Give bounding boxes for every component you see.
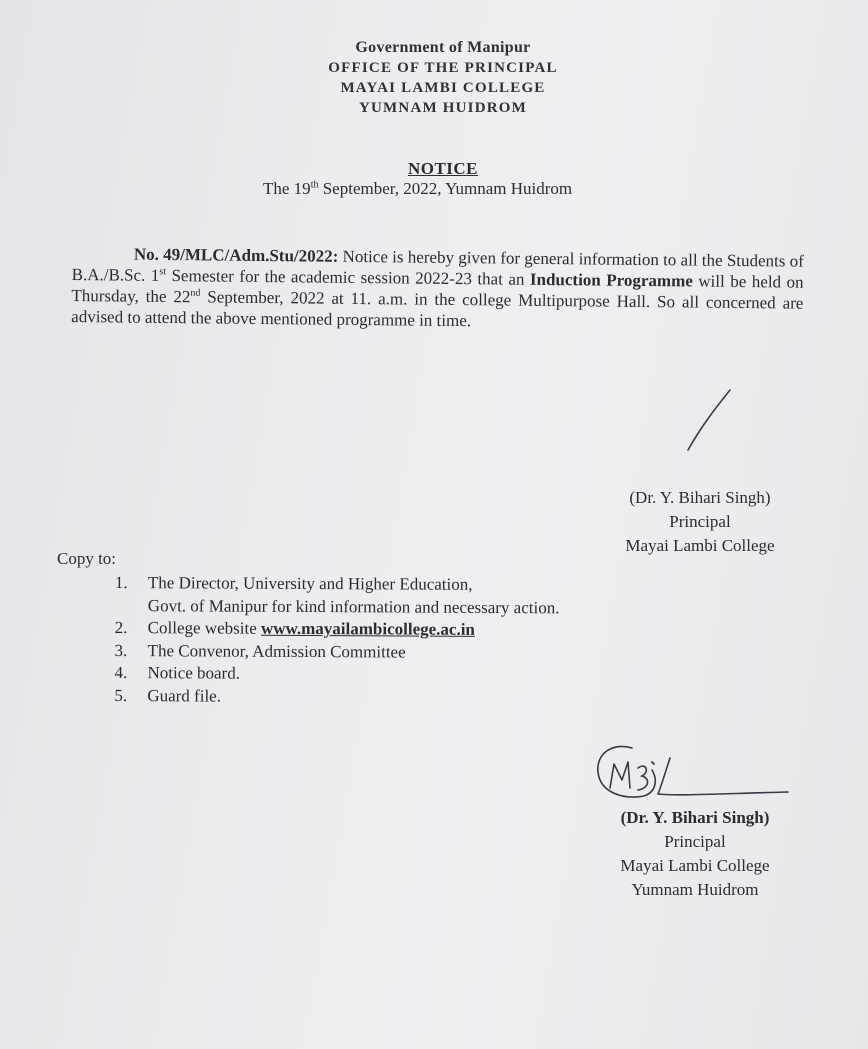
list-text: The Convenor, Admission Committee [147,640,406,662]
notice-title: NOTICE [407,159,479,178]
list-text: Notice board. [147,663,241,683]
list-item [115,639,560,664]
list-text: Guard file. [147,685,222,706]
body-text-2: Semester for the academic session 2022-23 that an [165,265,531,289]
programme-name: Induction Programme [529,269,693,291]
letterhead [0,38,868,118]
college-name: MAYAI LAMBI COLLEGE [340,80,546,96]
copy-to-list [114,572,559,709]
reference-number: No. 49/MLC/Adm.Stu/2022: [133,244,339,266]
college-location: YUMNAM HUIDROM [358,100,528,116]
list-number: 3. [114,640,128,660]
signatory-place: Yumnam Huidrom [631,880,759,899]
ordinal-st: st [159,266,167,278]
list-number: 5. [114,685,128,705]
date-prefix: The 19 [263,179,311,198]
list-text: Govt. of Manipur for kind information and necessary action. [147,595,560,617]
signatory-name: (Dr. Y. Bihari Singh) [620,808,770,827]
handwritten-signature [592,740,802,810]
college-website-link[interactable]: www.mayailambicollege.ac.in [260,618,475,639]
list-text: College website [147,618,262,638]
signatory-institution: Mayai Lambi College [625,536,775,555]
list-text: The Director, University and Higher Education, [147,573,473,594]
date-suffix: September, 2022, Yumnam Huidrom [318,179,573,198]
list-number: 2. [114,617,128,638]
signatory-designation: Principal [669,512,731,531]
signatory-institution: Mayai Lambi College [620,856,770,875]
list-item [114,662,559,687]
date-ordinal: th [310,179,319,191]
list-item [114,684,559,709]
signature-block-top [600,486,800,558]
list-item [115,572,560,619]
notice-body [71,243,804,335]
office-name: OFFICE OF THE PRINCIPAL [328,60,558,76]
body-text-3: will be held on Thursday, the 22 [71,271,804,307]
signature-mark [680,385,740,455]
notice-date [263,179,572,199]
body-text-1: Notice is hereby given for general information to all the Students of B.A./B.Sc. 1 [71,246,804,285]
body-text-4: September, 2022 at 11. a.m. in the college Multipurpose Hall. So all concerned are advised to attend the above mentioned programme in time. [71,287,804,331]
signature-block-bottom [595,806,795,902]
government-name: Government of Manipur [355,39,531,56]
ordinal-nd: nd [190,287,201,299]
list-number: 4. [114,662,128,683]
list-item [115,617,560,642]
signatory-designation: Principal [664,832,726,851]
list-number: 1. [114,573,128,593]
copy-to-label: Copy to: [57,549,117,568]
signatory-name: (Dr. Y. Bihari Singh) [629,488,771,507]
